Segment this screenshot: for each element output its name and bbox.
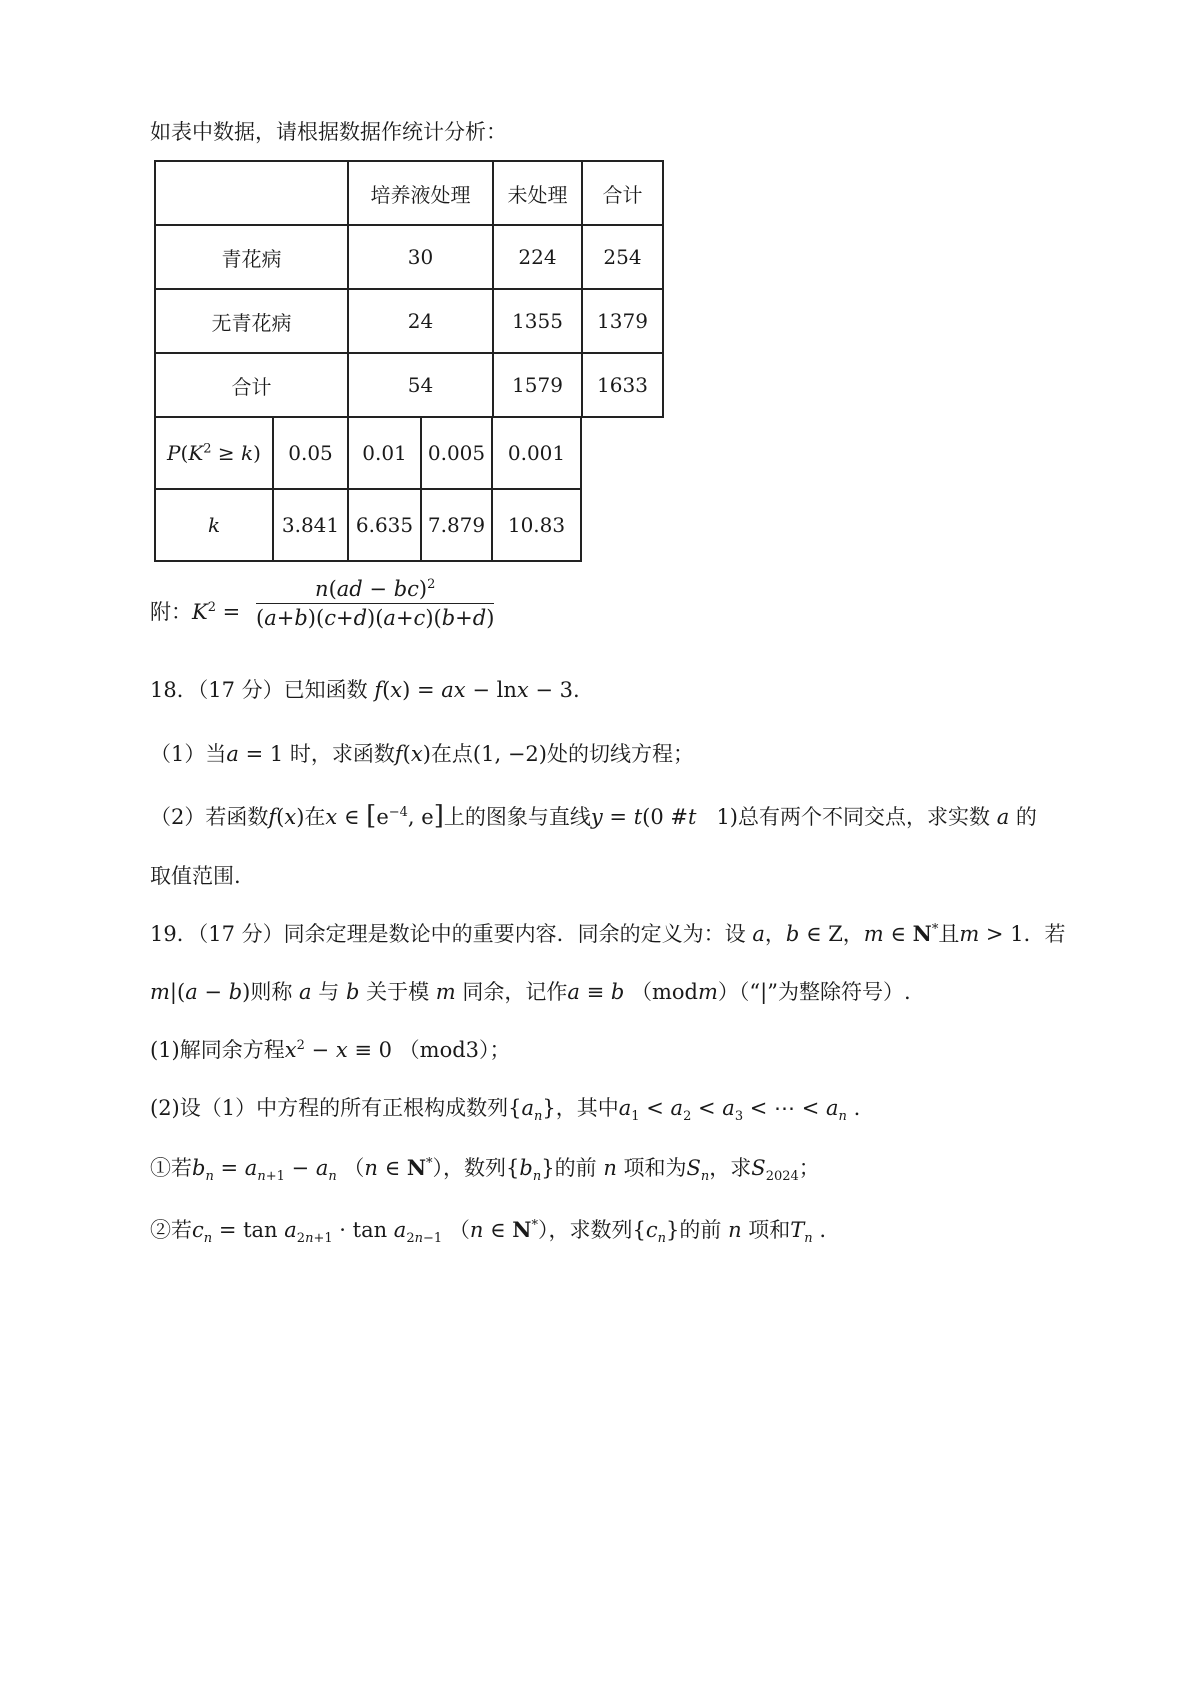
table-cell: 合计: [155, 353, 348, 417]
q19-sub1-text: ①若: [150, 1156, 192, 1180]
q18-part2-text: 总有两个不同交点，求实数: [738, 805, 991, 829]
q18-head-text: 18．（17 分）已知函数: [150, 678, 368, 702]
q18-heading: 18．（17 分）已知函数 f(x) = ax − lnx − 3.: [150, 678, 580, 702]
q19-def-text: 与: [318, 980, 340, 1004]
table-row: [155, 489, 581, 561]
table-cell: 3.841: [273, 489, 348, 561]
table-cell: 6.635: [348, 489, 421, 561]
q19-heading: 19．（17 分）同余定理是数论中的重要内容．同余的定义为：设 a，b ∈ Z，m ∈ N*且m > 1．若: [150, 921, 1066, 946]
appendix-line: 附：$K^2$ =: [150, 600, 241, 624]
table-cell: 24: [348, 289, 493, 353]
q19-sub1-text: ；: [798, 1156, 820, 1180]
table-cell: 1633: [582, 353, 663, 417]
table-row: [155, 289, 663, 353]
table-header-cell: 合计: [582, 161, 663, 225]
table-header-cell: 未处理: [493, 161, 582, 225]
q19-def-text: ．若: [1023, 922, 1066, 946]
table-cell: 54: [348, 353, 493, 417]
table-cell: 1379: [582, 289, 663, 353]
q19-part1-text: (1)解同余方程: [150, 1038, 285, 1062]
table-header-cell: [155, 161, 348, 225]
table-cell: 1579: [493, 353, 582, 417]
k-label-cell: k: [155, 489, 273, 561]
q19-sub2-text: 项和: [748, 1218, 791, 1242]
table-cell: 青花病: [155, 225, 348, 289]
q18-part2-text: （2）若函数: [150, 805, 269, 829]
table-cell: 30: [348, 225, 493, 289]
contingency-table: [154, 160, 664, 418]
critical-value-table: [154, 416, 582, 562]
q19-def-text: ）（“|”为整除符号）.: [717, 980, 911, 1004]
q18-part1-text: （1）当: [150, 742, 227, 766]
q18-part2-cont: 取值范围.: [150, 864, 241, 888]
q18-part1-text: 在点: [430, 742, 473, 766]
intro-text: 如表中数据，请根据数据作统计分析：: [150, 120, 507, 144]
table-header-row: [155, 161, 663, 225]
appendix-label: 附：: [150, 600, 192, 624]
q19-part1: (1)解同余方程$x^2 - x \equiv 0$ （mod3）；: [150, 1038, 511, 1062]
q19-sub1: ①若$b_n = a_{n+1} - a_n$ （n ∈ N*），数列$\{b_n\}$的前 n 项和为$S_n$，求$S_{2024}$；: [150, 1155, 820, 1185]
q18-part1: （1）当a = 1 时，求函数f(x)在点(1, −2)处的切线方程；: [150, 742, 694, 766]
q19-definition: m|(a − b)则称 a 与 b 关于模 m 同余，记作a ≡ b （modm）（“|”为整除符号）.: [150, 980, 911, 1004]
table-row: [155, 417, 581, 489]
q19-sub1-text: 项和为: [623, 1156, 687, 1180]
q19-part2-text: ，其中: [555, 1096, 619, 1120]
q19-def-text: （mod: [631, 980, 698, 1004]
q19-sub2-text: 的前: [679, 1218, 722, 1242]
q19-part2: (2)设（1）中方程的所有正根构成数列$\{a_n\}$，其中$a_1 < a_2 < a_3$ < ⋯ < $a_n$ .: [150, 1096, 861, 1125]
q19-sub1-text: ，求: [709, 1156, 752, 1180]
table-cell: 0.05: [273, 417, 348, 489]
chi-square-formula: $\frac{n(ad - bc)^2}{(a+b)(c+d)(a+c)(b+d)}$: [256, 577, 495, 630]
q19-def-text: 则称: [250, 980, 293, 1004]
q18-part2-text: 在: [304, 805, 326, 829]
table-header-cell: 培养液处理: [348, 161, 493, 225]
table-row: [155, 225, 663, 289]
p-label-cell: $P(K^2 \ge k)$: [155, 417, 273, 489]
q18-part1-text: 时，求函数: [289, 742, 395, 766]
q18-part1-text: 处的切线方程；: [546, 742, 694, 766]
table-cell: 224: [493, 225, 582, 289]
table-row: [155, 353, 663, 417]
q19-sub2: ②若$c_n = \tan a_{2n+1} \cdot \tan a_{2n-1}$ （n ∈ N*），求数列$\{c_n\}$的前 n 项和$T_n$ .: [150, 1217, 827, 1247]
table-cell: 0.005: [421, 417, 492, 489]
table-cell: 10.83: [492, 489, 581, 561]
q19-sub2-text: ②若: [150, 1218, 192, 1242]
q19-head-text: 19．（17 分）同余定理是数论中的重要内容．同余的定义为：设: [150, 922, 746, 946]
table-cell: 1355: [493, 289, 582, 353]
table-cell: 7.879: [421, 489, 492, 561]
q19-def-text: ，: [842, 922, 864, 946]
q19-def-text: 且: [938, 922, 960, 946]
table-cell: 0.001: [492, 417, 581, 489]
q19-part1-text: （mod3）；: [398, 1038, 511, 1062]
table-cell: 0.01: [348, 417, 421, 489]
q19-sub1-text: ，数列: [443, 1156, 507, 1180]
q18-part2-text: 的: [1015, 805, 1037, 829]
table-cell: 254: [582, 225, 663, 289]
q19-sub2-text: ，求数列: [548, 1218, 633, 1242]
q19-def-text: 同余，记作: [462, 980, 568, 1004]
table-cell: 无青花病: [155, 289, 348, 353]
q18-part2: （2）若函数f(x)在x ∈ [$e^{-4}$, e]上的图象与直线y = t(0 #t 1)总有两个不同交点，求实数 a 的: [150, 801, 1037, 831]
q19-def-text: ，: [764, 922, 786, 946]
q19-def-text: 关于模: [366, 980, 430, 1004]
q18-part2-text: 上的图象与直线: [443, 805, 591, 829]
q19-sub1-text: 的前: [554, 1156, 597, 1180]
q19-part2-text: (2)设（1）中方程的所有正根构成数列: [150, 1096, 509, 1120]
